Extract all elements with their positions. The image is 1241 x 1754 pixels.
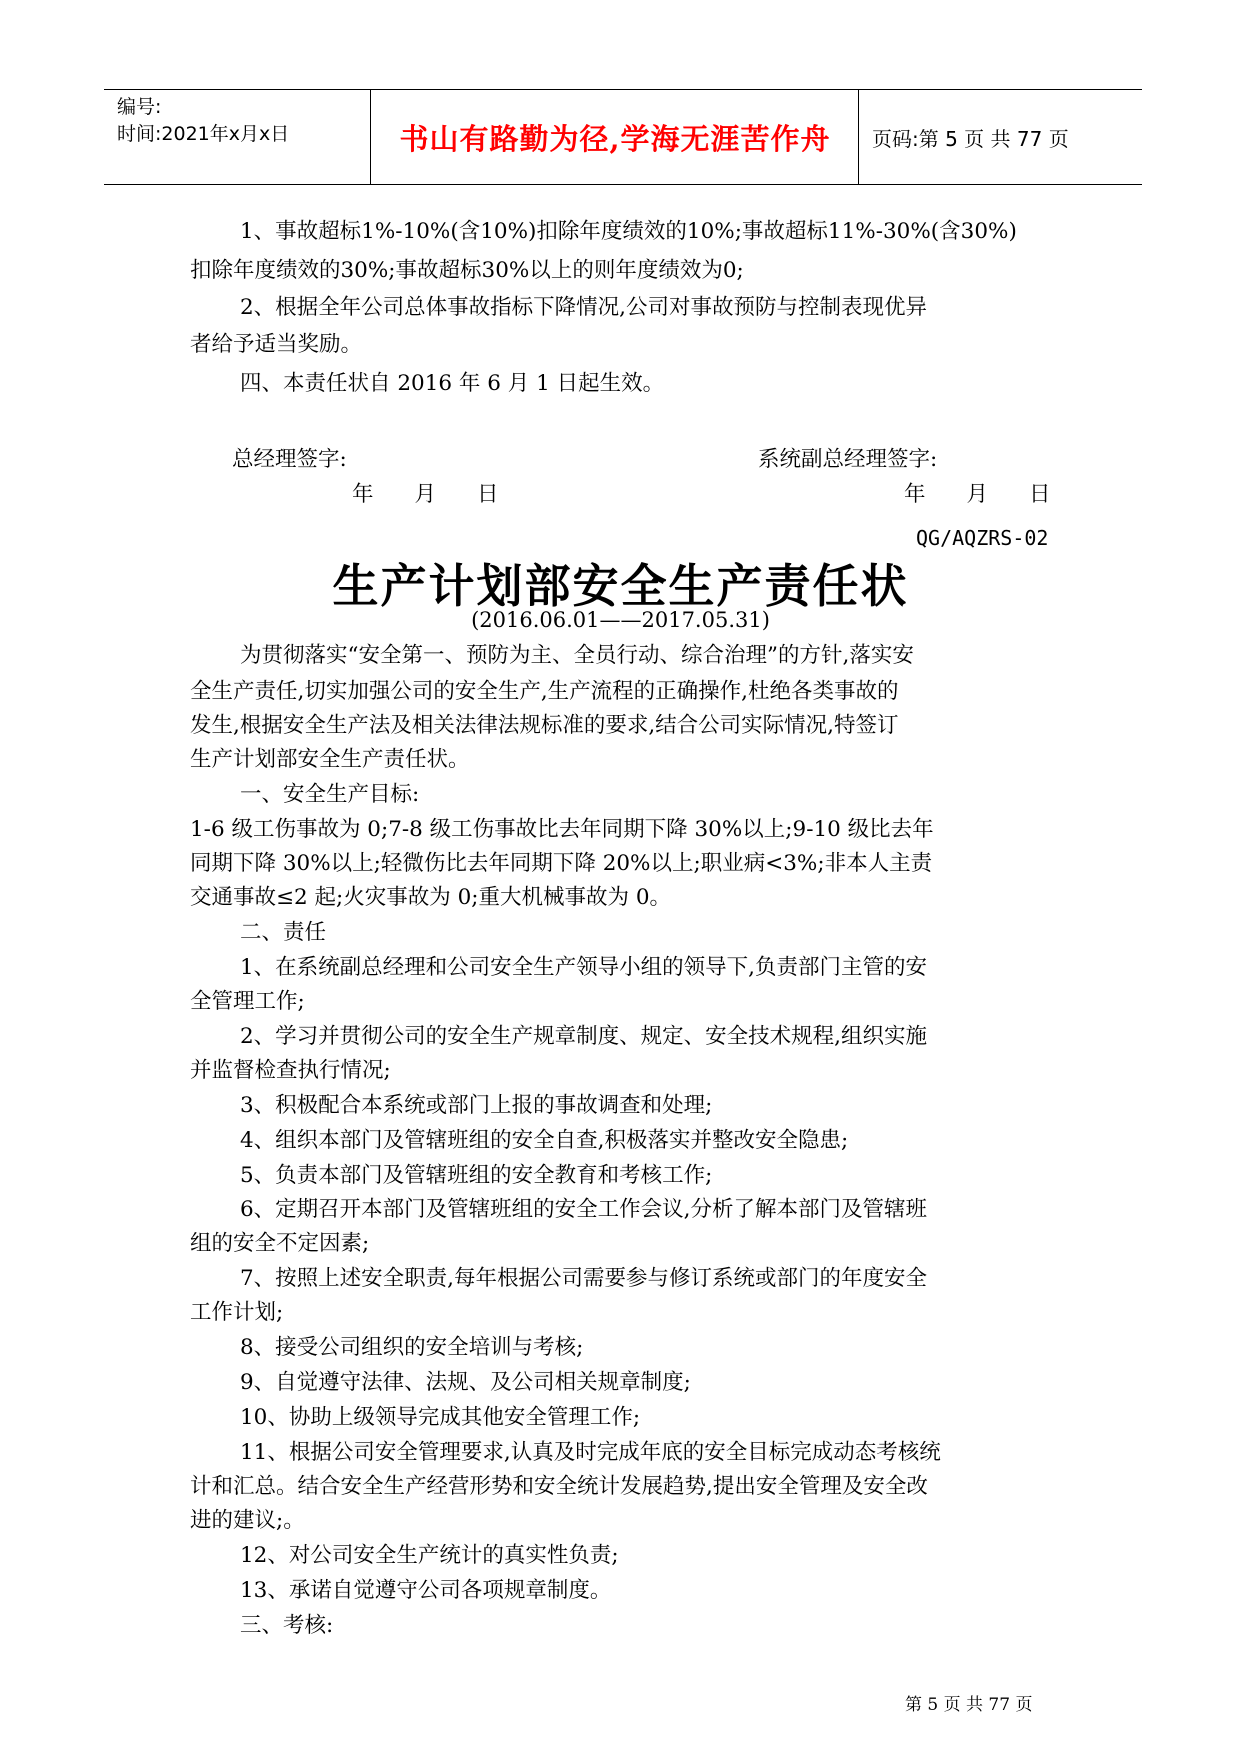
section-heading: 二、责任	[240, 920, 327, 945]
list-item: 8、接受公司组织的安全培训与考核;	[240, 1335, 584, 1360]
list-item: 并监督检查执行情况;	[190, 1058, 391, 1083]
paragraph-line: 全生产责任,切实加强公司的安全生产,生产流程的正确操作,杜绝各类事故的	[190, 679, 899, 704]
signature-general-manager: 总经理签字:	[232, 447, 347, 472]
document-header	[104, 89, 1142, 185]
page-footer: 第 5 页 共 77 页	[905, 1695, 1033, 1715]
header-divider	[370, 90, 371, 184]
paragraph-line: 扣除年度绩效的30%;事故超标30%以上的则年度绩效为0;	[190, 258, 744, 283]
document-time-label: 时间:2021年x月x日	[117, 123, 290, 145]
paragraph-line: 者给予适当奖励。	[190, 332, 363, 357]
signature-deputy-manager: 系统副总经理签字:	[758, 447, 938, 472]
paragraph-line: 为贯彻落实“安全第一、预防为主、全员行动、综合治理”的方针,落实安	[240, 643, 914, 668]
paragraph-line: 四、本责任状自 2016 年 6 月 1 日起生效。	[240, 371, 665, 396]
paragraph-line: 1、事故超标1%-10%(含10%)扣除年度绩效的10%;事故超标11%-30%(含30%)	[240, 219, 1017, 244]
document-number-label: 编号:	[117, 96, 162, 118]
signature-date-left: 年 月 日	[352, 482, 499, 507]
paragraph-line: 同期下降 30%以上;轻微伤比去年同期下降 20%以上;职业病<3%;非本人主责	[190, 851, 933, 876]
list-item: 全管理工作;	[190, 989, 305, 1014]
page-title: 生产计划部安全生产责任状	[332, 559, 909, 613]
section-heading: 三、考核:	[240, 1613, 334, 1638]
header-meta	[117, 94, 367, 148]
list-item: 12、对公司安全生产统计的真实性负责;	[240, 1543, 619, 1568]
list-item: 7、按照上述安全职责,每年根据公司需要参与修订系统或部门的年度安全	[240, 1266, 928, 1291]
list-item: 1、在系统副总经理和公司安全生产领导小组的领导下,负责部门主管的安	[240, 955, 928, 980]
paragraph-line: 1-6 级工伤事故为 0;7-8 级工伤事故比去年同期下降 30%以上;9-10 级比去年	[190, 817, 934, 842]
list-item: 计和汇总。结合安全生产经营形势和安全统计发展趋势,提出安全管理及安全改	[190, 1474, 928, 1499]
section-heading: 一、安全生产目标:	[240, 782, 420, 807]
list-item: 组的安全不定因素;	[190, 1231, 370, 1256]
list-item: 6、定期召开本部门及管辖班组的安全工作会议,分析了解本部门及管辖班	[240, 1197, 928, 1222]
header-motto: 书山有路勤为径,学海无涯苦作舟	[399, 121, 831, 156]
list-item: 9、自觉遵守法律、法规、及公司相关规章制度;	[240, 1370, 691, 1395]
list-item: 11、根据公司安全管理要求,认真及时完成年底的安全目标完成动态考核统	[240, 1440, 941, 1465]
list-item: 3、积极配合本系统或部门上报的事故调查和处理;	[240, 1093, 713, 1118]
list-item: 2、学习并贯彻公司的安全生产规章制度、规定、安全技术规程,组织实施	[240, 1024, 928, 1049]
list-item: 10、协助上级领导完成其他安全管理工作;	[240, 1405, 641, 1430]
document-code: QG/AQZRS-02	[916, 526, 1049, 550]
paragraph-line: 生产计划部安全生产责任状。	[190, 747, 470, 772]
list-item: 工作计划;	[190, 1300, 284, 1325]
list-item: 进的建议;。	[190, 1508, 305, 1533]
list-item: 4、组织本部门及管辖班组的安全自查,积极落实并整改安全隐患;	[240, 1128, 849, 1153]
header-page-number: 页码:第 5 页 共 77 页	[872, 126, 1069, 151]
list-item: 5、负责本部门及管辖班组的安全教育和考核工作;	[240, 1163, 713, 1188]
list-item: 13、承诺自觉遵守公司各项规章制度。	[240, 1578, 612, 1603]
paragraph-line: 交通事故≤2 起;火灾事故为 0;重大机械事故为 0。	[190, 885, 672, 910]
signature-date-right: 年 月 日	[904, 482, 1051, 507]
paragraph-line: 2、根据全年公司总体事故指标下降情况,公司对事故预防与控制表现优异	[240, 295, 928, 320]
paragraph-line: 发生,根据安全生产法及相关法律法规标准的要求,结合公司实际情况,特签订	[190, 713, 899, 738]
header-divider	[858, 90, 859, 184]
validity-period: (2016.06.01——2017.05.31)	[471, 608, 770, 632]
